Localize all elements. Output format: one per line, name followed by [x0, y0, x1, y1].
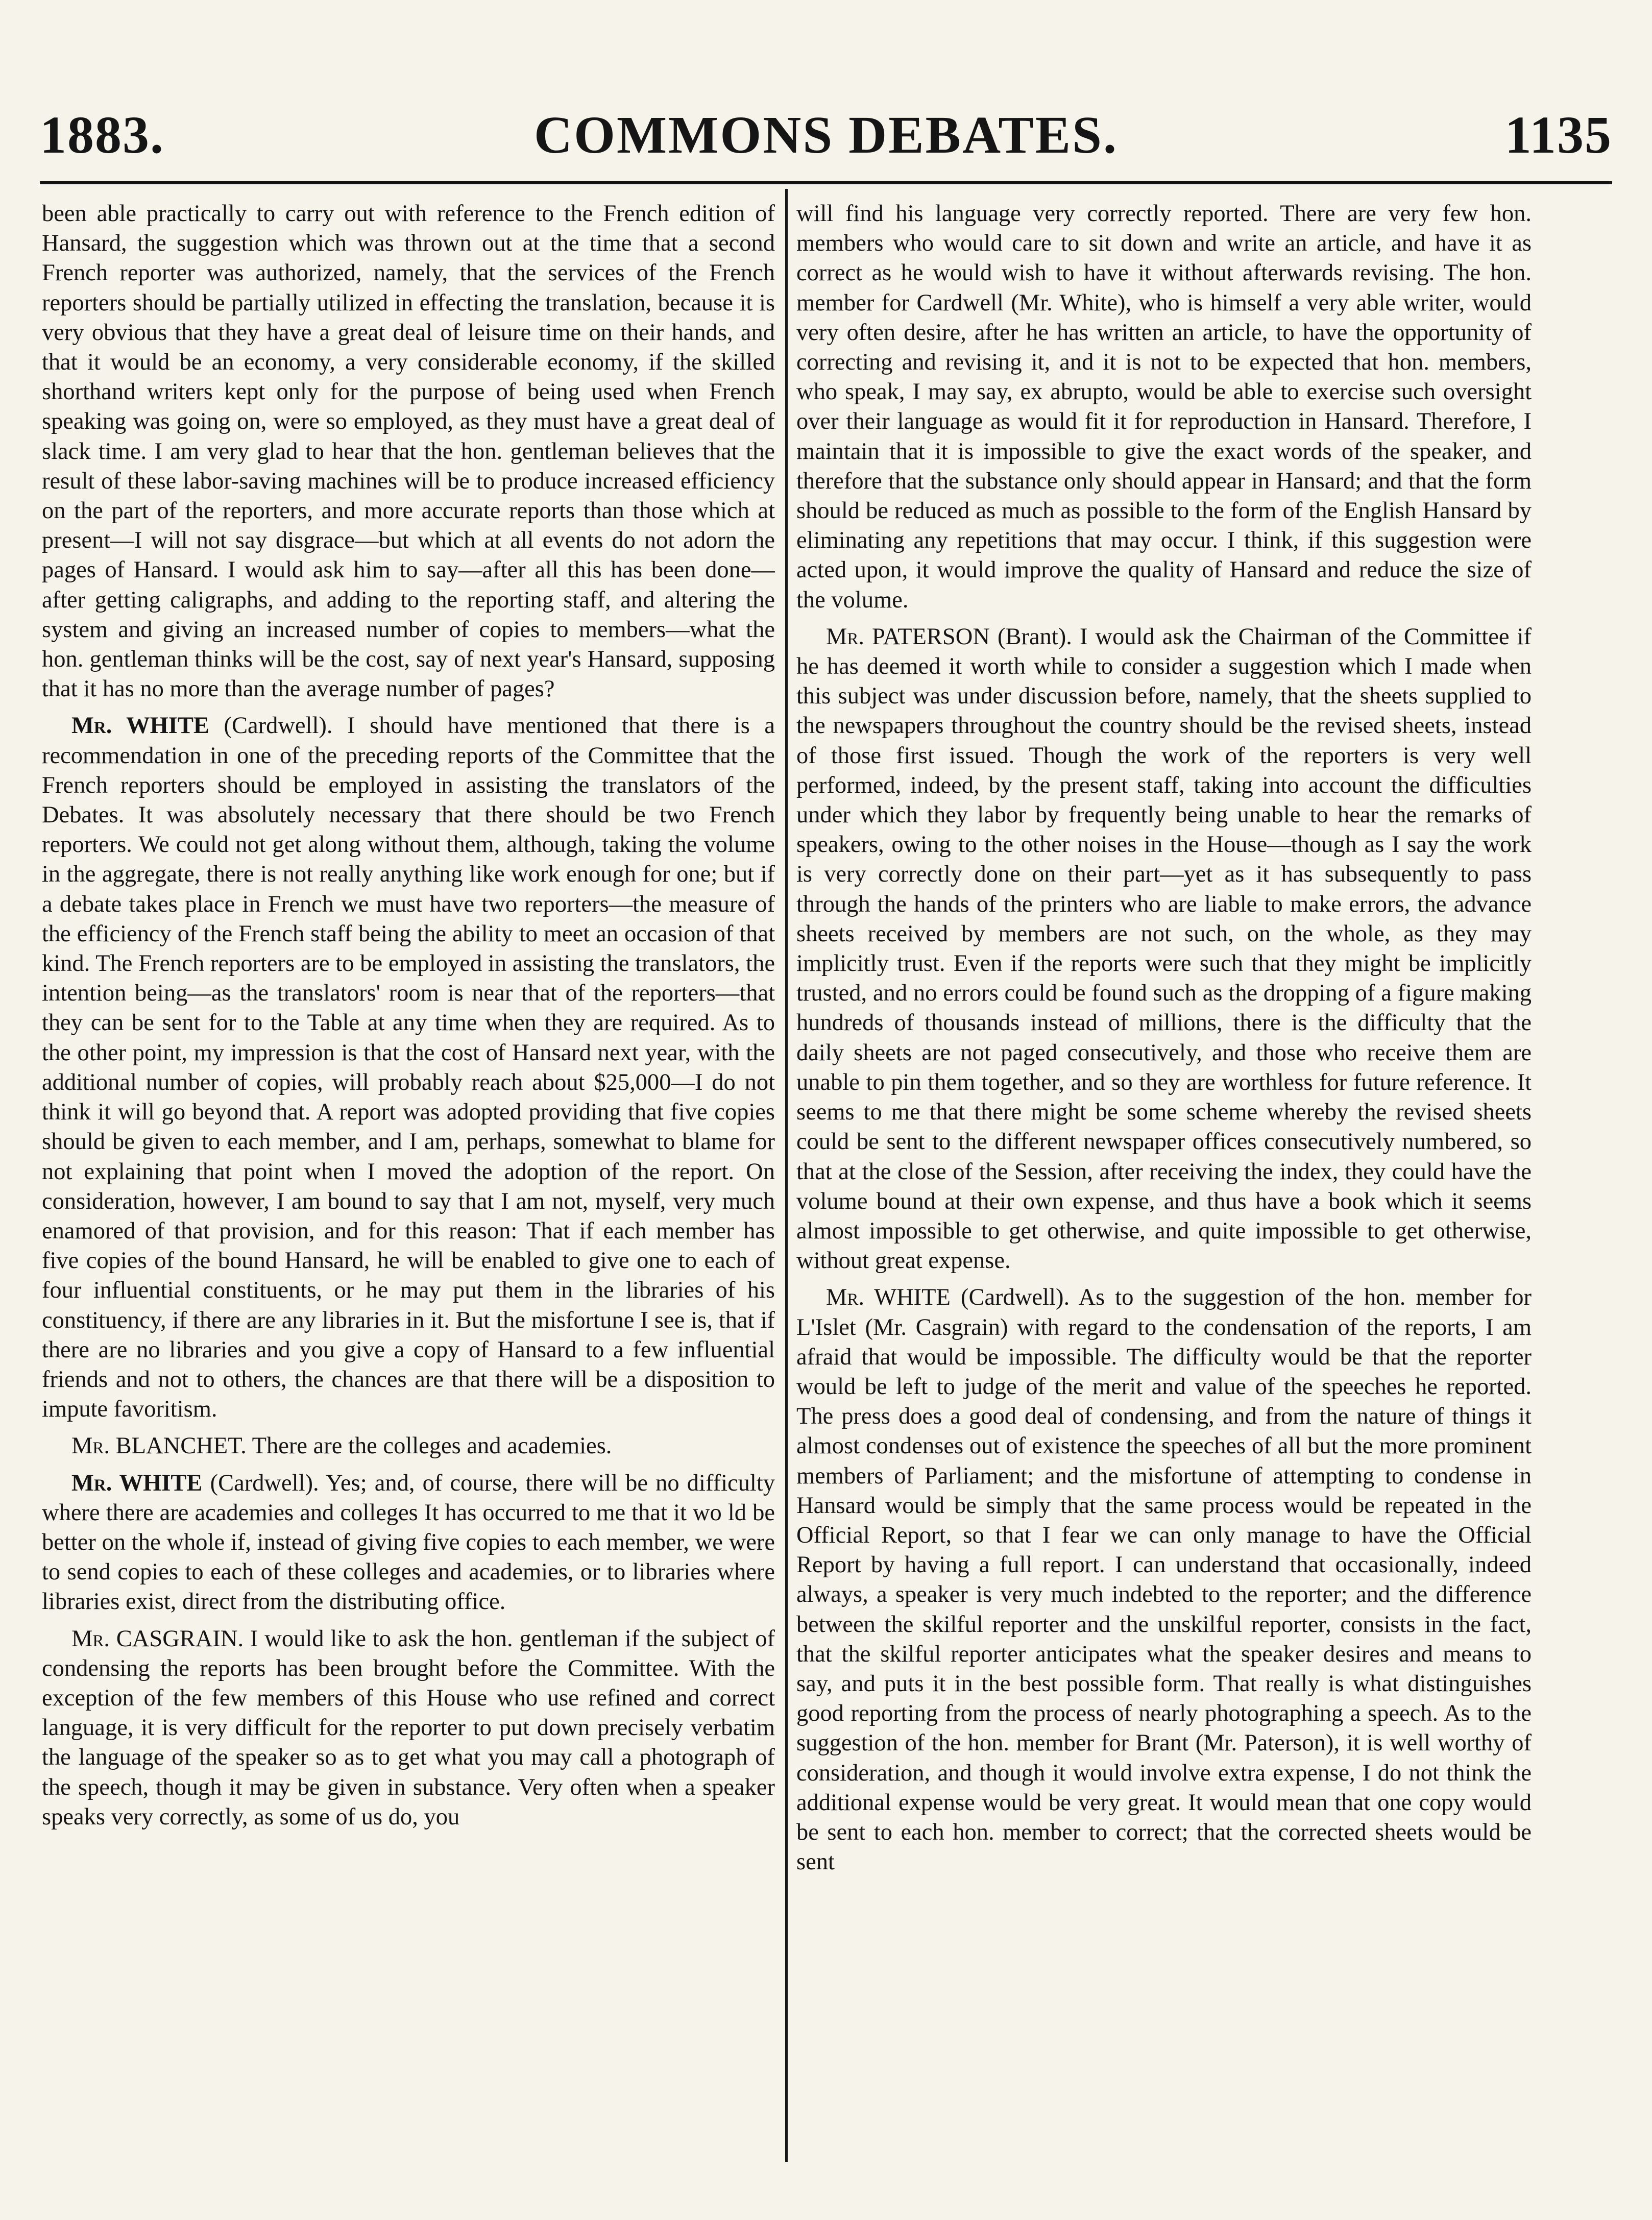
left-column: [42, 199, 775, 2159]
paragraph-text: I would like to ask the hon. gentleman if the subject of condensing the reports has been brought before the Committee. With the exception of the few members of this House who use refined and correct language, it is very difficult for the reporter to put down precisely verbatim the language of the speaker so as to get what you may call a photograph of the speech, though it may be given in substance. Very often when a speaker speaks very correctly, as some of us do, you: [42, 1625, 775, 1830]
paragraph-3: [42, 1431, 775, 1461]
header-year: 1883.: [40, 106, 164, 164]
paragraph-6: [796, 199, 1532, 615]
paragraph-text: (Brant). I would ask the Chairman of the Committee if he has deemed it worth while to consider a suggestion which I made when this subject was under discussion before, namely, that the sheets supplied to the newspapers throughout the country should be the revised sheets, instead of those first issued. Though the work of the reporters is very well performed, indeed, by the present staff, taking into account the difficulties under which they labor by frequently being unable to hear the remarks of speakers, owing to the other noises in the House—though as I say the work is very correctly done on their part—yet as it has subsequently to pass through the hands of the printers who are liable to make errors, the advance sheets received by members are not such, on the whole, as they may implicitly trust. Even if the reports were such that they might be implicitly trusted, and no errors could be found such as the dropping of a figure making hundreds of thousands instead of millions, there is the difficulty that the daily sheets are not paged consecutively, and those who receive them are unable to pin them together, and so they are worthless for future reference. It seems to me that there might be some scheme whereby the revised sheets could be sent to the different newspaper offices consecutively numbered, so that at the close of the Session, after receiving the index, they could have the volume bound at their own expense, and thus have a book which it seems almost impossible to get otherwise, and quite impossible to get otherwise, without great expense.: [796, 623, 1532, 1274]
paragraph-5: [42, 1624, 775, 1832]
header-page-number: 1135: [1504, 106, 1612, 164]
header-rule: [40, 181, 1612, 184]
paragraph-text: (Cardwell). As to the suggestion of the hon. member for L'Islet (Mr. Casgrain) with regard to the condensation of the reports, I am afraid that would be impossible. The difficulty would be that the reporter would be left to judge of the merit and value of the speeches he reported. The press does a good deal of condensing, and from the nature of things it almost condenses out of existence the speeches of all but the more prominent members of Parliament; and the misfortune of attempting to condense in Hansard would be simply that the same process would be repeated in the Official Report, so that I fear we can only manage to have the Official Report by having a full report. I can understand that occasionally, indeed always, a speaker is very much indebted to the reporter; and the difference between the skilful reporter and the unskilful reporter, consists in the fact, that the skilful reporter anticipates what the speaker desires and means to say, and puts it in the best possible form. That really is what distinguishes good reporting from the process of nearly photographing a speech. As to the suggestion of the hon. member for Brant (Mr. Paterson), it is well worthy of consideration, and though it would involve extra expense, I do not think the additional expense would be very great. It would mean that one copy would be sent to each hon. member to correct; that the corrected sheets would be sent: [796, 1284, 1532, 1875]
paragraph-7: [796, 622, 1532, 1276]
paragraph-text: been able practically to carry out with reference to the French edition of Hansard, the suggestion which was thrown out at the time that a second French reporter was authorized, namely, that the services of the French reporters should be partially utilized in effecting the translation, because it is very obvious that they have a great deal of leisure time on their hands, and that it would be an economy, a very considerable economy, if the skilled shorthand writers kept only for the purpose of being used when French speaking was going on, were so employed, as they must have a great deal of slack time. I am very glad to hear that the hon. gentleman believes that the result of these labor-saving machines will be to produce increased efficiency on the part of the reporters, and more accurate reports than those which at present—I will not say disgrace—but which at all events do not adorn the pages of Hansard. I would ask him to say—after all this has been done—after getting caligraphs, and adding to the reporting staff, and altering the system and giving an increased number of copies to members—what the hon. gentleman thinks will be the cost, say of next year's Hansard, supposing that it has no more than the average number of pages?: [42, 201, 775, 702]
speaker-name: Mr. PATERSON: [826, 623, 990, 650]
paragraph-text: There are the colleges and academies.: [252, 1433, 612, 1459]
speaker-name: Mr. CASGRAIN.: [71, 1625, 244, 1652]
speaker-name: Mr. WHITE: [71, 713, 209, 739]
paragraph-text: will find his language very correctly reported. There are very few hon. members who would care to sit down and write an article, and have it as correct as he would wish to have it without afterwards revising. The hon. member for Cardwell (Mr. White), who is himself a very able writer, would very often desire, after he has written an article, to have the opportunity of correcting and revising it, and it is not to be expected that hon. members, who speak, I may say, ex abrupto, would be able to exercise such oversight over their language as would fit it for reproduction in Hansard. Therefore, I maintain that it is impossible to give the exact words of the speaker, and therefore that the substance only should appear in Hansard; and that the form should be reduced as much as possible to the form of the English Hansard by eliminating any repetitions that may occur. I think, if this suggestion were acted upon, it would improve the quality of Hansard and reduce the size of the volume.: [796, 201, 1532, 613]
column-divider: [785, 189, 788, 2162]
paragraph-text: (Cardwell). I should have mentioned that there is a recommendation in one of the preceding reports of the Committee that the French reporters should be employed in assisting the translators of the Debates. It was absolutely necessary that there should be two French reporters. We could not get along without them, although, taking the volume in the aggregate, there is not really anything like work enough for one; but if a debate takes place in French we must have two reporters—the measure of the efficiency of the French staff being the ability to meet an occasion of that kind. The French reporters are to be employed in assisting the translators, the intention being—as the translators' room is near that of the reporters—that they can be sent for to the Table at any time when they are required. As to the other point, my impression is that the cost of Hansard next year, with the additional number of copies, will probably reach about $25,000—I do not think it will go beyond that. A report was adopted providing that five copies should be given to each member, and I am, perhaps, somewhat to blame for not explaining that point when I moved the adoption of the report. On consideration, however, I am bound to say that I am not, myself, very much enamored of that provision, and for this reason: That if each member has five copies of the bound Hansard, he will be enabled to give one to each of four influential constituents, or he may put them in the libraries of his constituency, if there are any libraries in it. But the misfortune I see is, that if there are no libraries and you give a copy of Hansard to a few influential friends and not to others, the chances are that there will be a disposition to impute favoritism.: [42, 713, 775, 1423]
speaker-name: Mr. BLANCHET.: [71, 1433, 247, 1459]
speaker-name: Mr. WHITE: [826, 1284, 951, 1311]
header-title: COMMONS DEBATES.: [534, 106, 1118, 164]
right-column: [796, 199, 1532, 2159]
paragraph-text: (Cardwell). Yes; and, of course, there will be no difficulty where there are academies and colleges It has occurred to me that it wo ld be better on the whole if, instead of giving five copies to each member, we were to send copies to each of these colleges and academies, or to libraries where libraries exist, direct from the distributing office.: [42, 1470, 775, 1615]
paragraph-2: [42, 711, 775, 1424]
paragraph-1: [42, 199, 775, 704]
speaker-name: Mr. WHITE: [71, 1470, 203, 1496]
running-header: [40, 105, 1612, 171]
paragraph-8: [796, 1283, 1532, 1877]
paragraph-4: [42, 1469, 775, 1617]
